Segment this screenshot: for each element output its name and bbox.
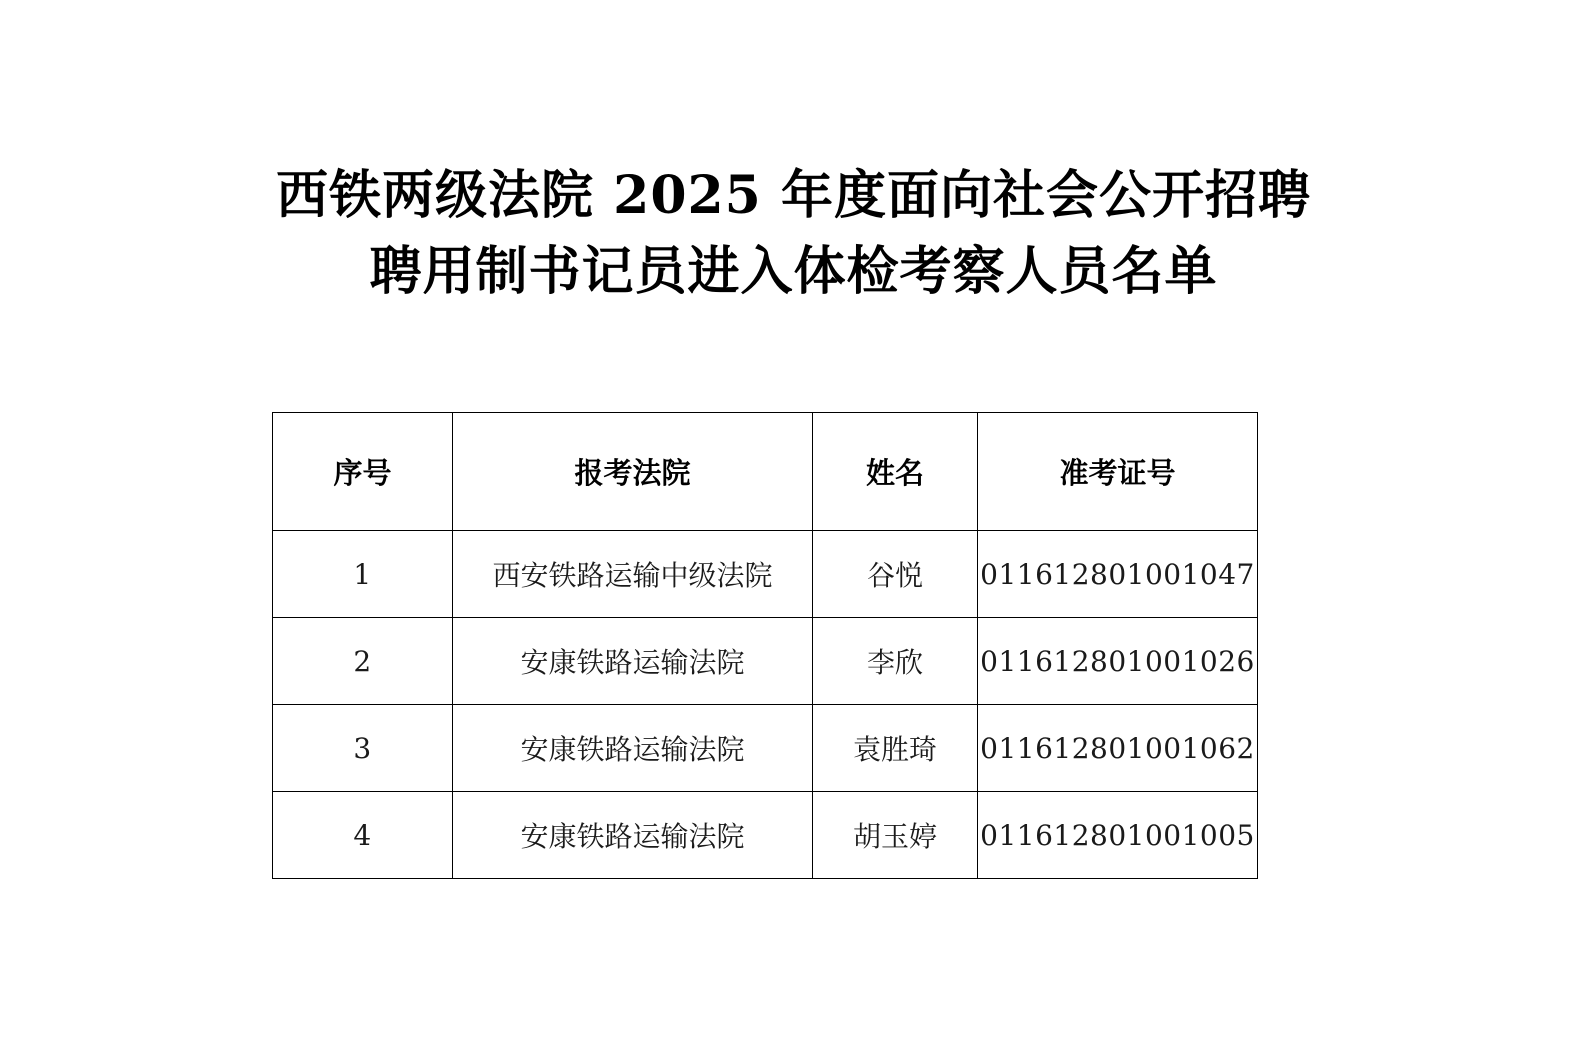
table-row [273, 618, 1258, 705]
page-title-line-1: 西铁两级法院 2025 年度面向社会公开招聘 [276, 165, 1311, 226]
table-row [273, 792, 1258, 879]
page-title-line-2: 聘用制书记员进入体检考察人员名单 [369, 241, 1218, 302]
cell-name: 李欣 [813, 618, 978, 705]
table-header [273, 413, 1258, 531]
cell-seq: 3 [273, 705, 453, 792]
column-header-name: 姓名 [813, 413, 978, 531]
cell-name: 谷悦 [813, 531, 978, 618]
roster-table [272, 412, 1258, 879]
column-header-admit: 准考证号 [978, 413, 1258, 531]
cell-admit: 011612801001005 [978, 792, 1258, 879]
cell-seq: 4 [273, 792, 453, 879]
cell-name: 胡玉婷 [813, 792, 978, 879]
cell-court: 安康铁路运输法院 [453, 792, 813, 879]
table-row [273, 705, 1258, 792]
table-header-row [273, 413, 1258, 531]
cell-admit: 011612801001047 [978, 531, 1258, 618]
cell-seq: 2 [273, 618, 453, 705]
column-header-seq: 序号 [273, 413, 453, 531]
cell-court: 安康铁路运输法院 [453, 705, 813, 792]
cell-seq: 1 [273, 531, 453, 618]
cell-name: 袁胜琦 [813, 705, 978, 792]
roster-table-container [272, 412, 1257, 879]
cell-court: 西安铁路运输中级法院 [453, 531, 813, 618]
cell-court: 安康铁路运输法院 [453, 618, 813, 705]
column-header-court: 报考法院 [453, 413, 813, 531]
cell-admit: 011612801001062 [978, 705, 1258, 792]
table-body [273, 531, 1258, 879]
cell-admit: 011612801001026 [978, 618, 1258, 705]
table-row [273, 531, 1258, 618]
page-title [0, 158, 1587, 310]
